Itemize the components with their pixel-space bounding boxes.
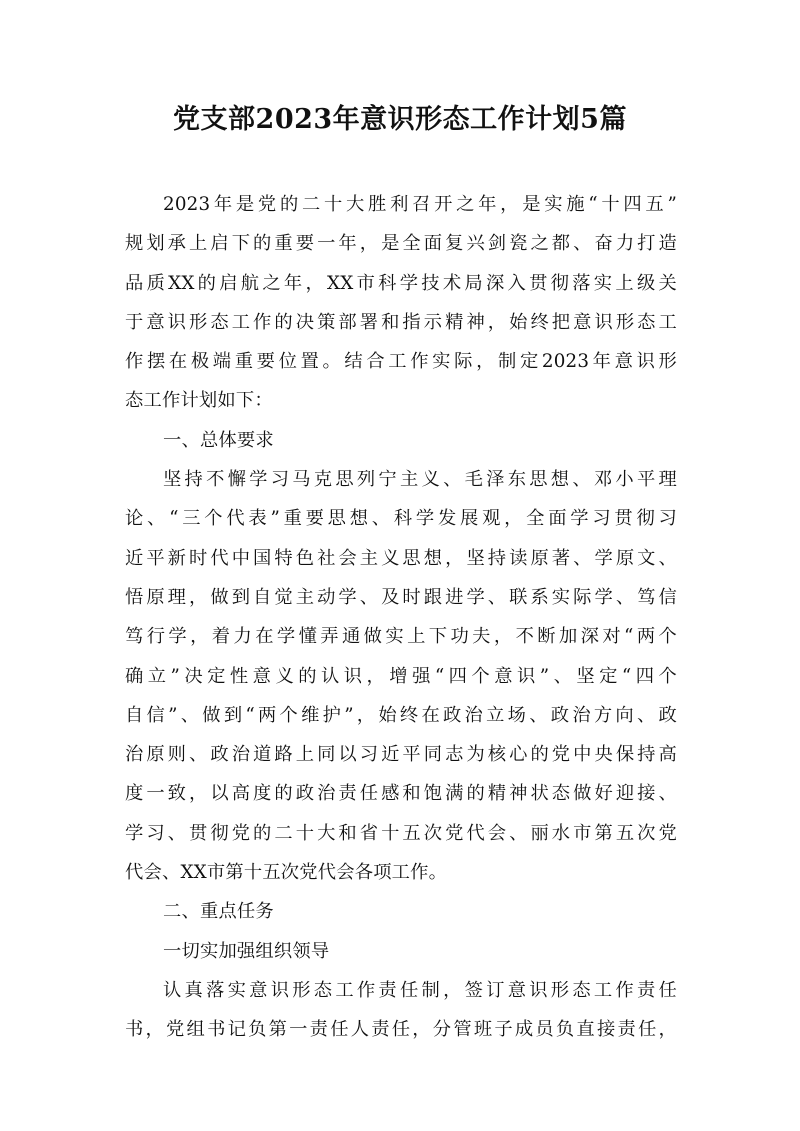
text-line: 一切实加强组织领导 xyxy=(163,940,330,962)
text-line: 书，党组书记负第一责任人责任，分管班子成员负直接责任， xyxy=(125,1019,677,1041)
text-line: 认真落实意识形态工作责任制，签订意识形态工作责任 xyxy=(163,979,677,1001)
text-line: 于意识形态工作的决策部署和指示精神，始终把意识形态工 xyxy=(125,311,677,333)
text-line: 一、总体要求 xyxy=(163,429,274,451)
text-line: 学习、贯彻党的二十大和省十五次党代会、丽水市第五次党 xyxy=(125,822,677,844)
text-line: 2023年是党的二十大胜利召开之年，是实施“十四五” xyxy=(163,194,677,215)
document-title: 党支部2023年意识形态工作计划5篇 xyxy=(173,104,627,135)
text-line: 确立”决定性意义的认识，增强“四个意识”、坚定“四个 xyxy=(125,665,677,687)
text-line: 治原则、政治道路上同以习近平同志为核心的党中央保持高 xyxy=(125,744,677,766)
text-line: 二、重点任务 xyxy=(163,901,274,923)
text-line: 度一致，以高度的政治责任感和饱满的精神状态做好迎接、 xyxy=(125,783,677,805)
text-line: 作摆在极端重要位置。结合工作实际，制定2023年意识形 xyxy=(125,351,677,373)
document-body xyxy=(125,185,677,1050)
text-line: 笃行学，着力在学懂弄通做实上下功夫，不断加深对“两个 xyxy=(125,626,677,648)
text-line: 坚持不懈学习马克思列宁主义、毛泽东思想、邓小平理 xyxy=(163,469,677,491)
text-line: 自信”、做到“两个维护”，始终在政治立场、政治方向、政 xyxy=(125,704,677,726)
text-line: 论、“三个代表”重要思想、科学发展观，全面学习贯彻习 xyxy=(125,508,677,530)
text-line: 悟原理，做到自觉主动学、及时跟进学、联系实际学、笃信 xyxy=(125,586,677,608)
text-line: 规划承上启下的重要一年，是全面复兴剑瓷之都、奋力打造 xyxy=(125,233,677,255)
text-line: 品质XX的启航之年，XX市科学技术局深入贯彻落实上级关 xyxy=(125,272,677,294)
text-line: 近平新时代中国特色社会主义思想，坚持读原著、学原文、 xyxy=(125,547,677,569)
text-line: 态工作计划如下： xyxy=(125,390,273,412)
text-line: 代会、XX市第十五次党代会各项工作。 xyxy=(125,862,448,884)
